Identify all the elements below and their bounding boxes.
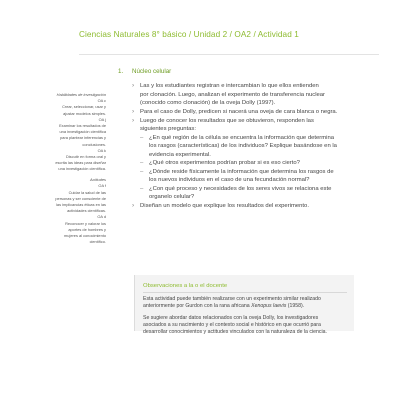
teacher-notes-box <box>134 275 354 335</box>
notes-text: (1958). <box>286 302 305 309</box>
objective-text: científico. <box>89 239 106 245</box>
question-item <box>140 168 353 185</box>
objective-text: Cuidar la salud de las <box>68 189 106 195</box>
section-number: 1. <box>118 68 124 75</box>
bullet-line: › Las y los estudiantes registran e intercambian lo que ellos entienden <box>140 83 319 89</box>
section-heading <box>118 68 171 75</box>
activity-content <box>131 82 353 211</box>
objective-code: OA j <box>98 116 106 122</box>
objective-text: aportes de hombres y <box>68 226 106 232</box>
notes-line: desarrollar conocimientos y actitudes vinculados con la naturaleza de la ciencia. <box>143 328 327 335</box>
question-line: – ¿Dónde reside físicamente la información que determina los rasgos de <box>149 168 334 175</box>
objective-text: Reconocer y valorar los <box>65 220 106 226</box>
section-title: Núcleo celular <box>132 68 172 75</box>
notes-line: Esta actividad puede también realizarse con un experimento similar realizado <box>143 296 321 302</box>
objective-text: personas y ser consciente de <box>55 195 106 201</box>
bullet-line: siguientes preguntas: <box>140 126 196 133</box>
objective-text: para plantear inferencias y <box>60 135 106 141</box>
teacher-notes-paragraph <box>143 315 349 336</box>
objective-code: OA d <box>97 214 106 220</box>
sidebar-group-label: Habilidades de investigación <box>56 92 106 97</box>
objective-text: las implicancias éticas en las <box>56 201 106 207</box>
bullet-item <box>131 82 353 108</box>
page-title: Ciencias Naturales 8° básico / Unidad 2 / OA2 / Actividad 1 <box>79 30 299 39</box>
question-item <box>140 134 353 160</box>
objective-text: ajustar modelos simples. <box>63 110 106 116</box>
objective-text: mujeres al conocimiento <box>64 232 106 238</box>
question-line: los rasgos (características) de los individuos? Explique basándose en la <box>149 143 337 150</box>
sidebar-group-label: Actitudes <box>89 177 106 183</box>
notes-line: asociados a su nacimiento y el contexto social e histórico en que ocurrió para <box>143 321 321 328</box>
objective-text: Crear, seleccionar, usar y <box>62 104 106 110</box>
question-line: organelo celular? <box>149 194 195 201</box>
notes-line <box>143 303 349 310</box>
objective-code: OA k <box>97 147 106 153</box>
objective-text: una investigación científica. <box>58 166 106 172</box>
objective-text: una investigación científica <box>59 129 106 135</box>
question-line: – ¿Con qué proceso y necesidades de los seres vivos se relaciona este <box>149 185 332 192</box>
objective-text: Discutir en forma oral y <box>66 154 106 160</box>
objective-text: actividades científicas. <box>67 208 106 214</box>
question-item <box>140 159 353 168</box>
objective-text: escrita las ideas para diseñar <box>55 160 106 166</box>
objective-code: OA f <box>98 183 106 189</box>
objective-text: Examinar los resultados de <box>59 123 106 129</box>
bullet-line: por clonación. Luego, analizan el experimento de transferencia nuclear <box>140 91 326 98</box>
teacher-notes-divider <box>143 292 347 293</box>
question-line: los nuevos individuos en el caso de una fecundación normal? <box>149 177 310 184</box>
bullet-item <box>131 108 353 117</box>
objective-code: OA c <box>97 98 106 104</box>
teacher-notes-title: Observaciones a la o el docente <box>143 283 228 289</box>
objectives-sidebar <box>54 92 106 245</box>
bullet-line: › Luego de conocer los resultados que se obtuvieron, responden las <box>140 117 314 124</box>
bullet-item <box>131 117 353 134</box>
bullet-line: › Para el caso de Dolly, predicen si nacerá una oveja de cara blanca o negra. <box>140 108 338 115</box>
question-line: evidencia experimental. <box>149 151 211 158</box>
question-line: – ¿Qué otros experimentos podrían probar si es eso cierto? <box>149 160 300 167</box>
notes-line: Se sugiere abordar datos relacionados con la oveja Dolly, los investigadores <box>143 315 319 321</box>
notes-text: anteriormente por Gurdon con la rana africana <box>143 302 252 309</box>
question-item <box>140 185 353 202</box>
bullet-line: › Diseñan un modelo que explique los resultados del experimento. <box>140 202 309 209</box>
species-name: Xenopus laevis <box>251 302 287 309</box>
teacher-notes-paragraph <box>143 296 349 310</box>
bullet-line: (conocido como clonación) de la oveja Dolly (1997). <box>140 100 276 106</box>
bullet-item <box>131 202 353 211</box>
objective-text: conclusiones. <box>82 141 106 147</box>
question-line: – ¿En qué región de la célula se encuentra la información que determina <box>149 134 335 141</box>
header-divider <box>79 54 379 55</box>
